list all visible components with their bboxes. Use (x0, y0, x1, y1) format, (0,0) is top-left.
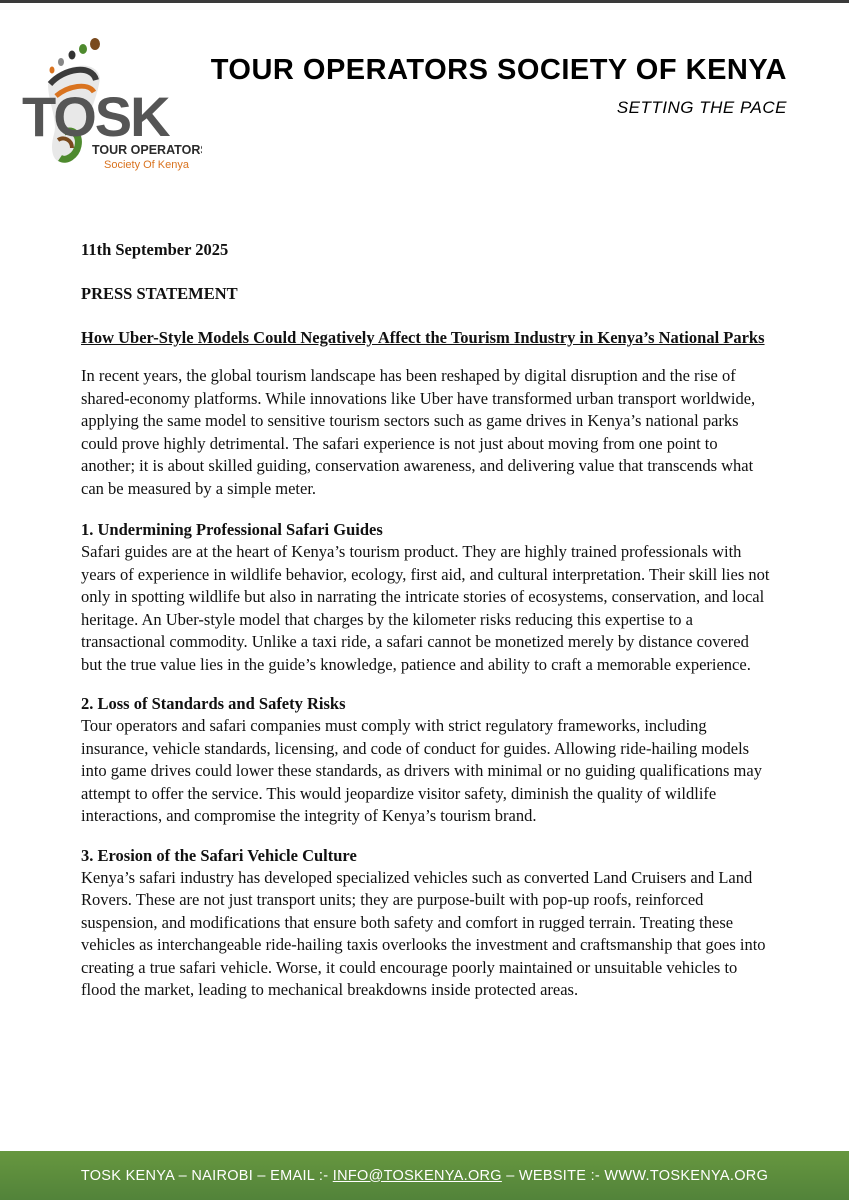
tosk-logo (18, 36, 202, 176)
organization-name: TOUR OPERATORS SOCIETY OF KENYA (210, 54, 787, 86)
tosk-logo-graphic (18, 36, 202, 176)
press-statement-body (81, 238, 771, 1019)
logo-line2-text: Society Of Kenya (104, 159, 189, 171)
section-vehicle-culture (81, 845, 771, 1002)
section-body: Tour operators and safari companies must comply with strict regulatory frameworks, including insurance, vehicle standards, licensing, and code of conduct for guides. Allowing ride-hailing models into game drives could lower these standards, as drivers with minimal or no guiding qualifications may attempt to offer the service. This would jeopardize visitor safety, diminish the quality of wildlife interactions, and compromise the integrity of Kenya’s tourism brand. (81, 716, 762, 825)
logo-line1-text: TOUR OPERATORS (92, 143, 202, 157)
logo-main-text: TOSK (22, 85, 169, 148)
footer-prefix: TOSK KENYA – NAIROBI – EMAIL :- (80, 1167, 329, 1184)
contact-footer (0, 1151, 849, 1200)
section-undermining-guides (81, 519, 771, 676)
section-body: Safari guides are at the heart of Kenya’s tourism product. They are highly trained professionals with years of experience in wildlife behavior, ecology, first aid, and cultural interpretation. Their skill lies not only in spotting wildlife but also in narrating the intricate stories of ecosystems, conservation, and local heritage. An Uber-style model that charges by the kilometer risks reducing this expertise to a transactional commodity. Unlike a taxi ride, a safari cannot be monetized merely by distance covered but the true value lies in the guide’s knowledge, patience and ability to craft a memorable experience. (81, 542, 770, 674)
toe-icon (58, 58, 64, 66)
footer-website[interactable]: – WEBSITE :- WWW.TOSKENYA.ORG (506, 1167, 769, 1184)
statement-type: PRESS STATEMENT (81, 284, 238, 303)
statement-headline: How Uber-Style Models Could Negatively Affect the Tourism Industry in Kenya’s National Parks (81, 328, 765, 347)
section-title: 3. Erosion of the Safari Vehicle Culture (81, 845, 357, 865)
section-body: Kenya’s safari industry has developed specialized vehicles such as converted Land Cruisers and Land Rovers. These are not just transport units; they are purpose-built with pop-up roofs, reinforced suspension, and modifications that ensure both safety and comfort in rugged terrain. Treating these vehicles as interchangeable ride-hailing taxis overlooks the investment and craftsmanship that goes into creating a true safari vehicle. Worse, it could encourage poorly maintained or unsuitable vehicles to flood the market, leading to mechanical breakdowns inside protected areas. (81, 867, 766, 999)
top-rule (0, 0, 849, 3)
statement-date: 11th September 2025 (81, 240, 229, 259)
section-standards-safety (81, 693, 771, 828)
tagline: SETTING THE PACE (616, 98, 787, 117)
intro-paragraph: In recent years, the global tourism landscape has been reshaped by digital disruption and the rise of shared-economy platforms. While innovations like Uber have transformed urban transport worldwide, applying the same model to sensitive tourism sectors such as game drives in Kenya’s national parks could prove highly detrimental. The safari experience is not just about moving from one point to another; it is about skilled guiding, conservation awareness, and delivering value that transcends what can be measured by a simple meter. (81, 366, 756, 498)
footer-email-link[interactable]: INFO@TOSKENYA.ORG (332, 1167, 502, 1184)
section-title: 2. Loss of Standards and Safety Risks (81, 694, 346, 713)
toe-icon (79, 44, 87, 54)
toe-icon (90, 38, 100, 50)
section-title: 1. Undermining Professional Safari Guides (81, 520, 383, 539)
toe-icon (50, 67, 55, 74)
toe-icon (69, 51, 76, 60)
